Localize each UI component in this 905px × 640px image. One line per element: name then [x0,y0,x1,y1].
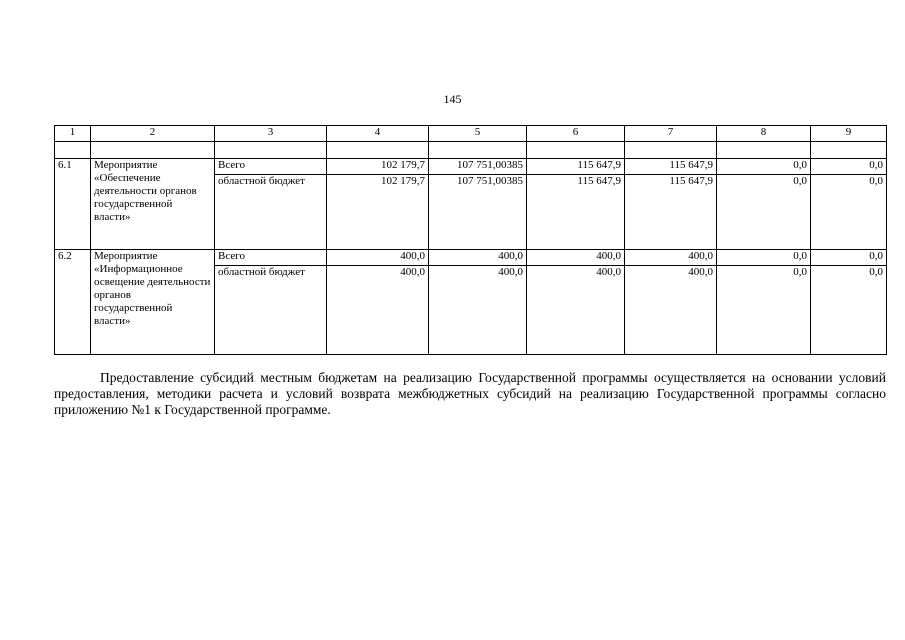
funding-source: Всего [215,159,327,175]
value-cell: 0,0 [811,266,887,355]
value-cell: 0,0 [717,250,811,266]
value-cell: 400,0 [429,250,527,266]
value-cell: 0,0 [811,175,887,250]
activity-name: Мероприятие «Информационное освещение деятельности органов государственной власти» [91,250,215,355]
blank-row [55,142,887,159]
value-cell: 400,0 [429,266,527,355]
funding-source: областной бюджет [215,266,327,355]
row-number: 6.2 [55,250,91,355]
value-cell: 400,0 [625,250,717,266]
body-paragraph: Предоставление субсидий местным бюджетам на реализацию Государственной программы осуществляется на основании условий предоставления, методики расчета и условий возврата межбюджетных субсидий на реализацию Государственной программы согласно приложению №1 к Государственной программе. [54,370,886,417]
funding-source: Всего [215,250,327,266]
column-header: 4 [327,126,429,142]
value-cell: 107 751,00385 [429,159,527,175]
budget-table [54,125,887,355]
funding-source: областной бюджет [215,175,327,250]
value-cell: 400,0 [527,250,625,266]
value-cell: 0,0 [717,159,811,175]
value-cell: 400,0 [327,266,429,355]
value-cell: 115 647,9 [527,159,625,175]
value-cell: 400,0 [527,266,625,355]
table-row [55,159,887,175]
column-header: 9 [811,126,887,142]
table-row [55,250,887,266]
column-header: 6 [527,126,625,142]
value-cell: 102 179,7 [327,175,429,250]
value-cell: 102 179,7 [327,159,429,175]
column-header: 8 [717,126,811,142]
column-header: 2 [91,126,215,142]
value-cell: 400,0 [625,266,717,355]
value-cell: 400,0 [327,250,429,266]
value-cell: 0,0 [811,159,887,175]
column-header: 5 [429,126,527,142]
column-header: 3 [215,126,327,142]
row-number: 6.1 [55,159,91,250]
value-cell: 115 647,9 [527,175,625,250]
value-cell: 115 647,9 [625,159,717,175]
value-cell: 115 647,9 [625,175,717,250]
column-header: 7 [625,126,717,142]
activity-name: Мероприятие «Обеспечение деятельности органов государственной власти» [91,159,215,250]
value-cell: 0,0 [811,250,887,266]
value-cell: 107 751,00385 [429,175,527,250]
table-header-row [55,126,887,142]
page-number: 145 [443,92,462,106]
value-cell: 0,0 [717,266,811,355]
value-cell: 0,0 [717,175,811,250]
column-header: 1 [55,126,91,142]
